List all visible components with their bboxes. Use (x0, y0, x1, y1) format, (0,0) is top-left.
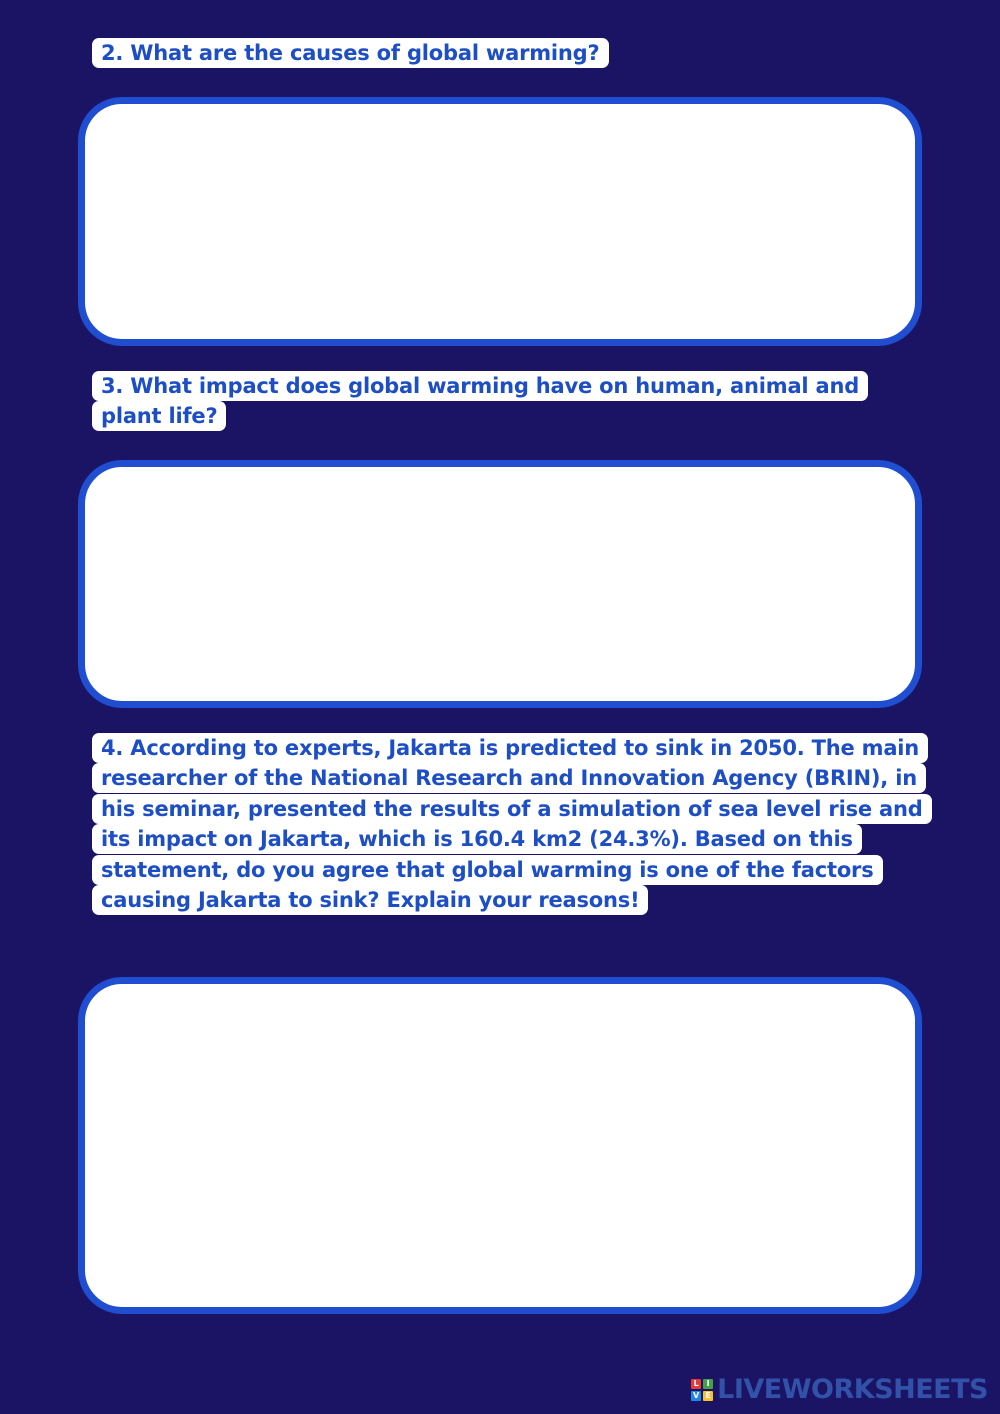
logo-letter-i: I (703, 1379, 713, 1389)
liveworksheets-wordmark: LIVEWORKSHEETS (717, 1374, 988, 1405)
logo-letter-e: E (703, 1391, 713, 1401)
logo-letter-v: V (693, 1390, 700, 1400)
question-4-text: 4. According to experts, Jakarta is predicted to sink in 2050. The main researcher of the National Research and Innovation Agency (BRIN), in his seminar, presented the results of a simulation of sea level rise and its impact on Jakarta, which is 160.4 km2 (24.3%). Based on this statement, do you agree that global warming is one of the factors causing Jakarta to sink? Explain your reasons! (92, 733, 932, 915)
question-2 (92, 38, 922, 68)
liveworksheets-logo-icon (691, 1379, 713, 1401)
answer-box-question-2[interactable] (78, 97, 922, 346)
question-3-text: 3. What impact does global warming have on human, animal and plant life? (92, 371, 868, 431)
answer-box-question-3[interactable] (78, 460, 922, 708)
question-4 (92, 733, 932, 915)
liveworksheets-branding (691, 1374, 988, 1405)
answer-box-question-4[interactable] (78, 977, 922, 1314)
logo-letter-l: L (691, 1379, 701, 1389)
question-3 (92, 371, 922, 432)
question-2-text: 2. What are the causes of global warming? (92, 38, 609, 68)
